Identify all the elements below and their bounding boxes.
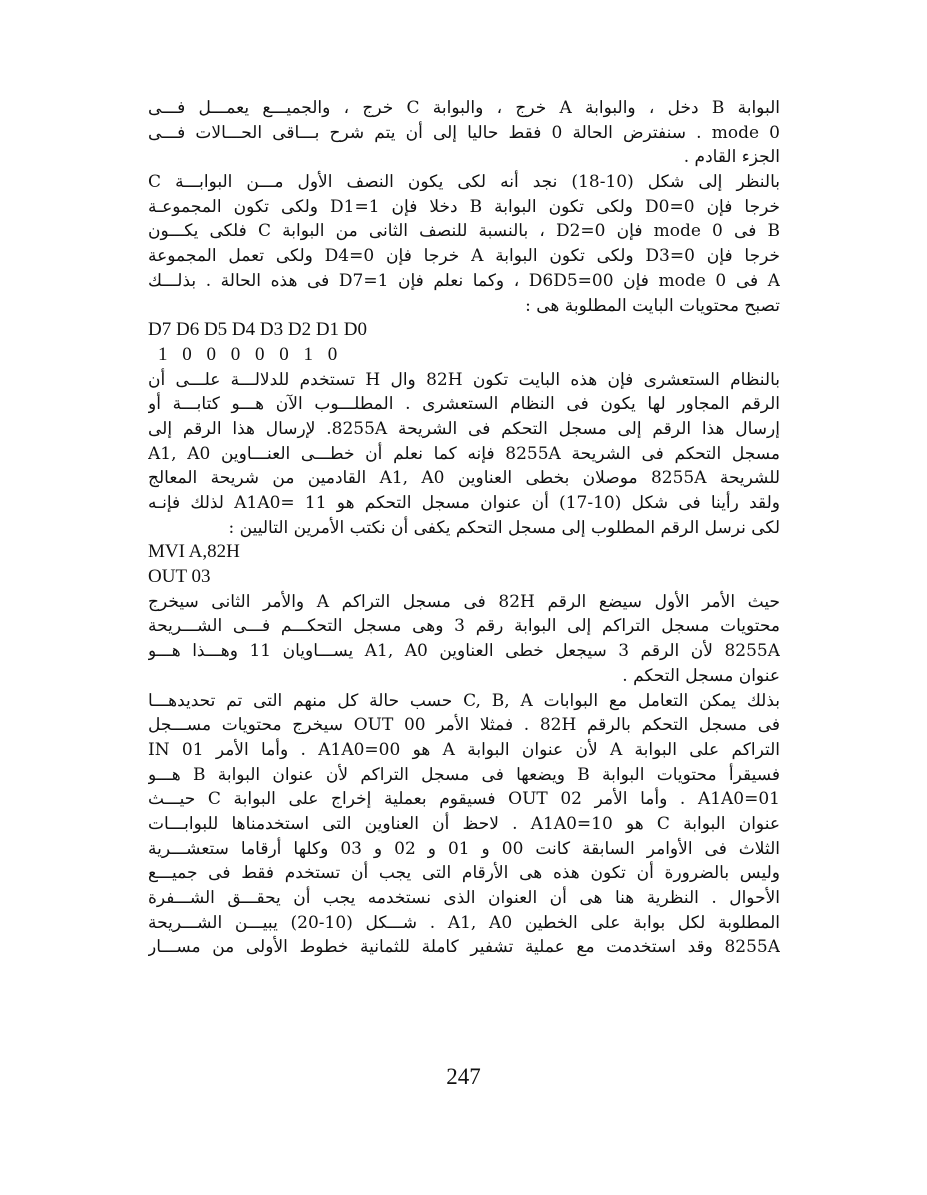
paragraph-5 [148, 689, 780, 961]
bit-values: 1 0 0 0 0 0 1 0 [158, 343, 338, 365]
paragraph-3 [148, 368, 780, 541]
text-line: التراكم على البوابة A لأن عنوان البوابة A هو A1A0=00 . وأما الأمر IN 01 [148, 739, 780, 760]
text-line: بذلك يمكن التعامل مع البوابات C, B, A حسب حالة كل منهم التى تم تحديدهـــا [148, 690, 780, 711]
text-line: ولقد رأينا فى شكل (10-17) أن عنوان مسجل التحكم هو A1A0= 11 لذلك فإنـه [148, 493, 780, 513]
text-line: تصبح محتويات البايت المطلوبة هى : [525, 295, 780, 316]
text-line: مسجل التحكم فى الشريحة 8255A فإنه كما نعلم أن خطـــى العنـــاوين A1, A0 [148, 443, 780, 464]
text-line: A1A0=01 . وأما الأمر OUT 02 فسيقوم بعملية إخراج على البوابة C حيـــث [148, 789, 780, 810]
text-line: لكى نرسل الرقم المطلوب إلى مسجل التحكم يكفى أن نكتب الأمرين التاليين : [228, 517, 780, 538]
text-line: بالنظر إلى شكل (10-18) نجد أنه لكى يكون النصف الأول مـــن البوابـــة C [148, 172, 780, 193]
text-line: mode 0 . سنفترض الحالة 0 فقط حاليا إلى أن يتم شرح بـــاقى الحـــالات فـــى [148, 122, 780, 143]
text-line: إرسال هذا الرقم إلى مسجل التحكم فى الشريحة 8255A. لإرسال هذا الرقم إلى [148, 418, 780, 439]
text-line: المطلوبة لكل بوابة على الخطين A1, A0 . شـــكل (10-20) يبيـــن الشـــريحة [148, 912, 780, 933]
text-line: فى مسجل التحكم بالرقم 82H . فمثلا الأمر OUT 00 سيخرج محتويات مســـجل [148, 715, 780, 736]
text-line: عنوان البوابة C هو A1A0=10 . لاحظ أن العناوين التى استخدمناها للبوابـــات [148, 813, 780, 834]
text-line: 8255A وقد استخدمت مع عملية تشفير كاملة للثمانية خطوط الأولى من مســـار [148, 937, 780, 958]
text-line: حيث الأمر الأول سيضع الرقم 82H فى مسجل التراكم A والأمر الثانى سيخرج [148, 591, 780, 612]
text-line: عنوان مسجل التحكم . [622, 665, 780, 686]
text-line: بالنظام الستعشرى فإن هذه البايت تكون 82H وال H تستخدم للدلالـــة علـــى أن [148, 369, 780, 390]
paragraph-1 [148, 96, 780, 170]
text-line: محتويات مسجل التراكم إلى البوابة رقم 3 وهى مسجل التحكـــم فـــى الشـــريحة [148, 616, 780, 637]
text-line: A فى mode 0 فإن D6D5=00 ، وكما نعلم فإن D7=1 فى هذه الحالة . بذلـــك [148, 270, 780, 291]
code-line: MVI A,82H [148, 541, 240, 563]
bit-table [148, 318, 780, 367]
page-number: 247 [446, 1064, 481, 1089]
text-line: خرجا فإن D0=0 ولكى تكون البوابة B دخلا فإن D1=1 ولكى تكون المجموعـة [148, 196, 780, 217]
text-line: للشريحة 8255A موصلان بخطى العناوين A1, A0 القادمين من شريحة المعالج [148, 468, 780, 489]
text-line: الثلاث فى الأوامر السابقة كانت 00 و 01 و 02 و 03 وكلها أرقاما ستعشـــرية [148, 838, 780, 859]
code-line: OUT 03 [148, 566, 211, 588]
paragraph-2 [148, 170, 780, 318]
text-line: وليس بالضرورة أن تكون هذه هى الأرقام التى يجب أن تستخدم فقط فى جميـــع [148, 863, 780, 884]
text-line: B فى mode 0 فإن D2=0 ، بالنسبة للنصف الثانى من البوابة C فلكى يكـــون [148, 221, 780, 242]
text-line: الجزء القادم . [683, 147, 780, 168]
page-body [148, 96, 780, 960]
code-block [148, 540, 780, 589]
text-line: الأحوال . النظرية هنا هى أن العنوان الذى نستخدمه يجب أن يحقـــق الشـــفرة [148, 888, 780, 908]
text-line: الرقم المجاور لها يكون فى النظام الستعشرى . المطلـــوب الآن هـــو كتابـــة أو [148, 394, 780, 415]
text-line: خرجا فإن D3=0 ولكى تكون البوابة A خرجا فإن D4=0 ولكى تعمل المجموعة [148, 246, 780, 267]
text-line: فسيقرأ محتويات البوابة B ويضعها فى مسجل التراكم لأن عنوان البوابة B هـــو [148, 764, 780, 785]
bit-labels: D7 D6 D5 D4 D3 D2 D1 D0 [148, 319, 368, 341]
text-line: 8255A لأن الرقم 3 سيجعل خطى العناوين A1, A0 يســـاويان 11 وهـــذا هـــو [148, 641, 780, 662]
paragraph-4 [148, 590, 780, 689]
text-line: البوابة B دخل ، والبوابة A خرج ، والبوابة C خرج ، والجميـــع يعمـــل فـــى [148, 98, 780, 118]
